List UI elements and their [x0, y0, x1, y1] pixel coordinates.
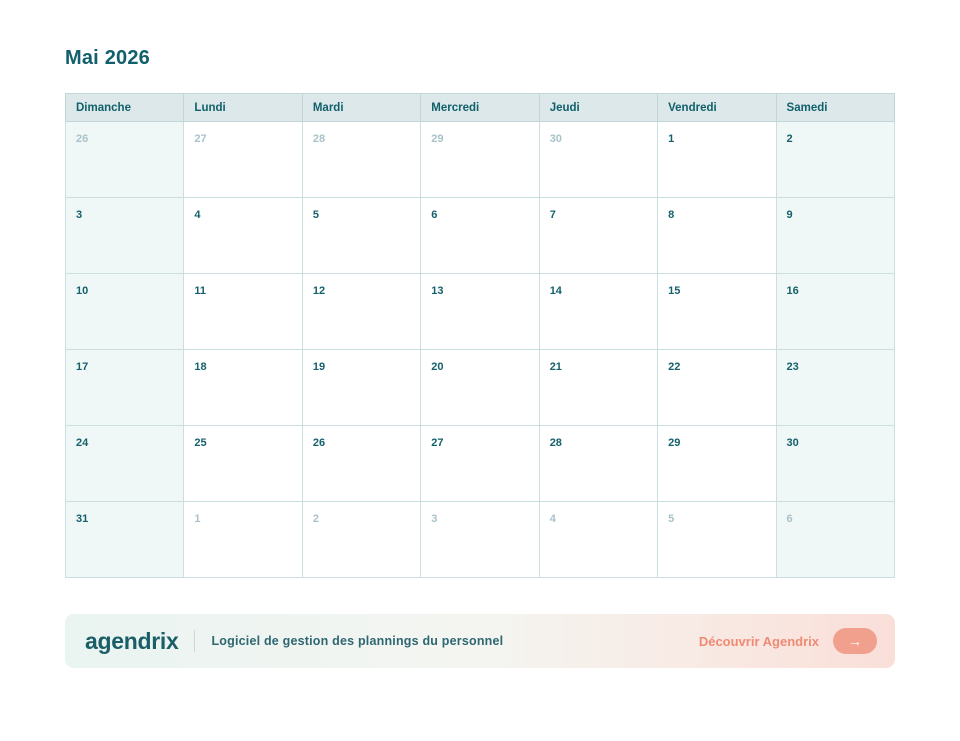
- date-number: 17: [76, 361, 89, 373]
- day-header-dimanche: Dimanche: [66, 94, 184, 122]
- calendar-cell: [302, 350, 420, 426]
- date-number: 31: [76, 513, 89, 525]
- date-number: 8: [668, 209, 675, 221]
- calendar-cell: [776, 198, 894, 274]
- calendar-grid: [65, 93, 895, 578]
- date-number: 3: [431, 513, 438, 525]
- calendar-cell: [184, 502, 302, 578]
- calendar-cell: [421, 502, 539, 578]
- date-number: 30: [786, 437, 799, 449]
- calendar-cell: [776, 502, 894, 578]
- date-number: 6: [786, 513, 793, 525]
- calendar-header: [66, 94, 895, 122]
- calendar-cell: [184, 122, 302, 198]
- discover-agendrix-link[interactable]: Découvrir Agendrix: [698, 633, 819, 649]
- calendar-cell: [66, 502, 184, 578]
- date-number: 22: [668, 361, 681, 373]
- calendar-cell: [539, 274, 657, 350]
- calendar-cell: [302, 198, 420, 274]
- calendar-cell: [66, 350, 184, 426]
- day-header-vendredi: Vendredi: [658, 94, 776, 122]
- calendar-cell: [776, 274, 894, 350]
- discover-agendrix-button[interactable]: [833, 628, 877, 654]
- date-number: 16: [786, 285, 799, 297]
- date-number: 28: [312, 133, 326, 145]
- date-number: 1: [194, 513, 201, 525]
- calendar-cell: [658, 350, 776, 426]
- day-header-samedi: Samedi: [776, 94, 894, 122]
- date-number: 27: [194, 133, 207, 145]
- day-header-jeudi: Jeudi: [539, 94, 657, 122]
- date-number: 27: [431, 437, 444, 449]
- calendar-cell: [658, 198, 776, 274]
- calendar-cell: [776, 122, 894, 198]
- date-number: 23: [786, 361, 799, 373]
- calendar-cell: [184, 274, 302, 350]
- day-header-mercredi: Mercredi: [421, 94, 539, 122]
- calendar-cell: [421, 198, 539, 274]
- date-number: 13: [431, 285, 444, 297]
- date-number: 14: [549, 285, 562, 297]
- calendar-cell: [539, 502, 657, 578]
- calendar-cell: [539, 426, 657, 502]
- date-number: 2: [786, 133, 793, 145]
- calendar-cell: [421, 426, 539, 502]
- calendar-cell: [539, 122, 657, 198]
- calendar-cell: [302, 502, 420, 578]
- page: [65, 0, 895, 668]
- week-row: [66, 426, 895, 502]
- calendar-cell: [539, 198, 657, 274]
- date-number: 10: [76, 285, 89, 297]
- calendar-cell: [66, 274, 184, 350]
- week-row: [66, 198, 895, 274]
- calendar-cell: [421, 274, 539, 350]
- week-row: [66, 274, 895, 350]
- date-number: 25: [194, 437, 207, 449]
- date-number: 3: [76, 209, 83, 221]
- date-number: 5: [312, 209, 319, 221]
- calendar-cell: [658, 426, 776, 502]
- calendar-cell: [66, 198, 184, 274]
- date-number: 5: [668, 513, 675, 525]
- day-header-lundi: Lundi: [184, 94, 302, 122]
- calendar-cell: [539, 350, 657, 426]
- calendar-cell: [184, 350, 302, 426]
- date-number: 7: [549, 209, 556, 221]
- calendar-cell: [302, 122, 420, 198]
- vertical-divider: [194, 630, 195, 652]
- date-number: 29: [668, 437, 681, 449]
- date-number: 26: [312, 437, 326, 449]
- calendar-cell: [421, 350, 539, 426]
- week-row: [66, 122, 895, 198]
- date-number: 12: [312, 285, 326, 297]
- date-number: 4: [549, 513, 556, 525]
- date-number: 4: [194, 209, 201, 221]
- week-row: [66, 350, 895, 426]
- date-number: 2: [312, 513, 319, 525]
- date-number: 30: [549, 133, 562, 145]
- calendar-cell: [66, 122, 184, 198]
- calendar-cell: [302, 426, 420, 502]
- date-number: 9: [786, 209, 793, 221]
- agendrix-logo[interactable]: agendrix: [85, 627, 179, 654]
- calendar-cell: [184, 198, 302, 274]
- date-number: 18: [194, 361, 207, 373]
- calendar-cell: [184, 426, 302, 502]
- date-number: 11: [194, 285, 207, 297]
- calendar-body: [66, 122, 895, 578]
- calendar-cell: [776, 426, 894, 502]
- date-number: 20: [431, 361, 444, 373]
- date-number: 26: [76, 133, 89, 145]
- arrow-right-icon: →: [848, 633, 862, 649]
- calendar-cell: [66, 426, 184, 502]
- calendar-cell: [658, 502, 776, 578]
- date-number: 6: [431, 209, 438, 221]
- date-number: 19: [312, 361, 326, 373]
- promo-banner: [65, 614, 895, 668]
- date-number: 24: [76, 437, 89, 449]
- calendar-title: Mai 2026: [65, 47, 150, 69]
- calendar-cell: [658, 274, 776, 350]
- date-number: 15: [668, 285, 681, 297]
- banner-tagline: Logiciel de gestion des plannings du personnel: [211, 634, 504, 648]
- date-number: 29: [431, 133, 444, 145]
- day-header-mardi: Mardi: [302, 94, 420, 122]
- calendar-cell: [776, 350, 894, 426]
- day-header-row: [66, 94, 895, 122]
- date-number: 1: [668, 133, 675, 145]
- calendar-cell: [421, 122, 539, 198]
- calendar-cell: [302, 274, 420, 350]
- date-number: 28: [549, 437, 562, 449]
- week-row: [66, 502, 895, 578]
- date-number: 21: [549, 361, 562, 373]
- calendar-cell: [658, 122, 776, 198]
